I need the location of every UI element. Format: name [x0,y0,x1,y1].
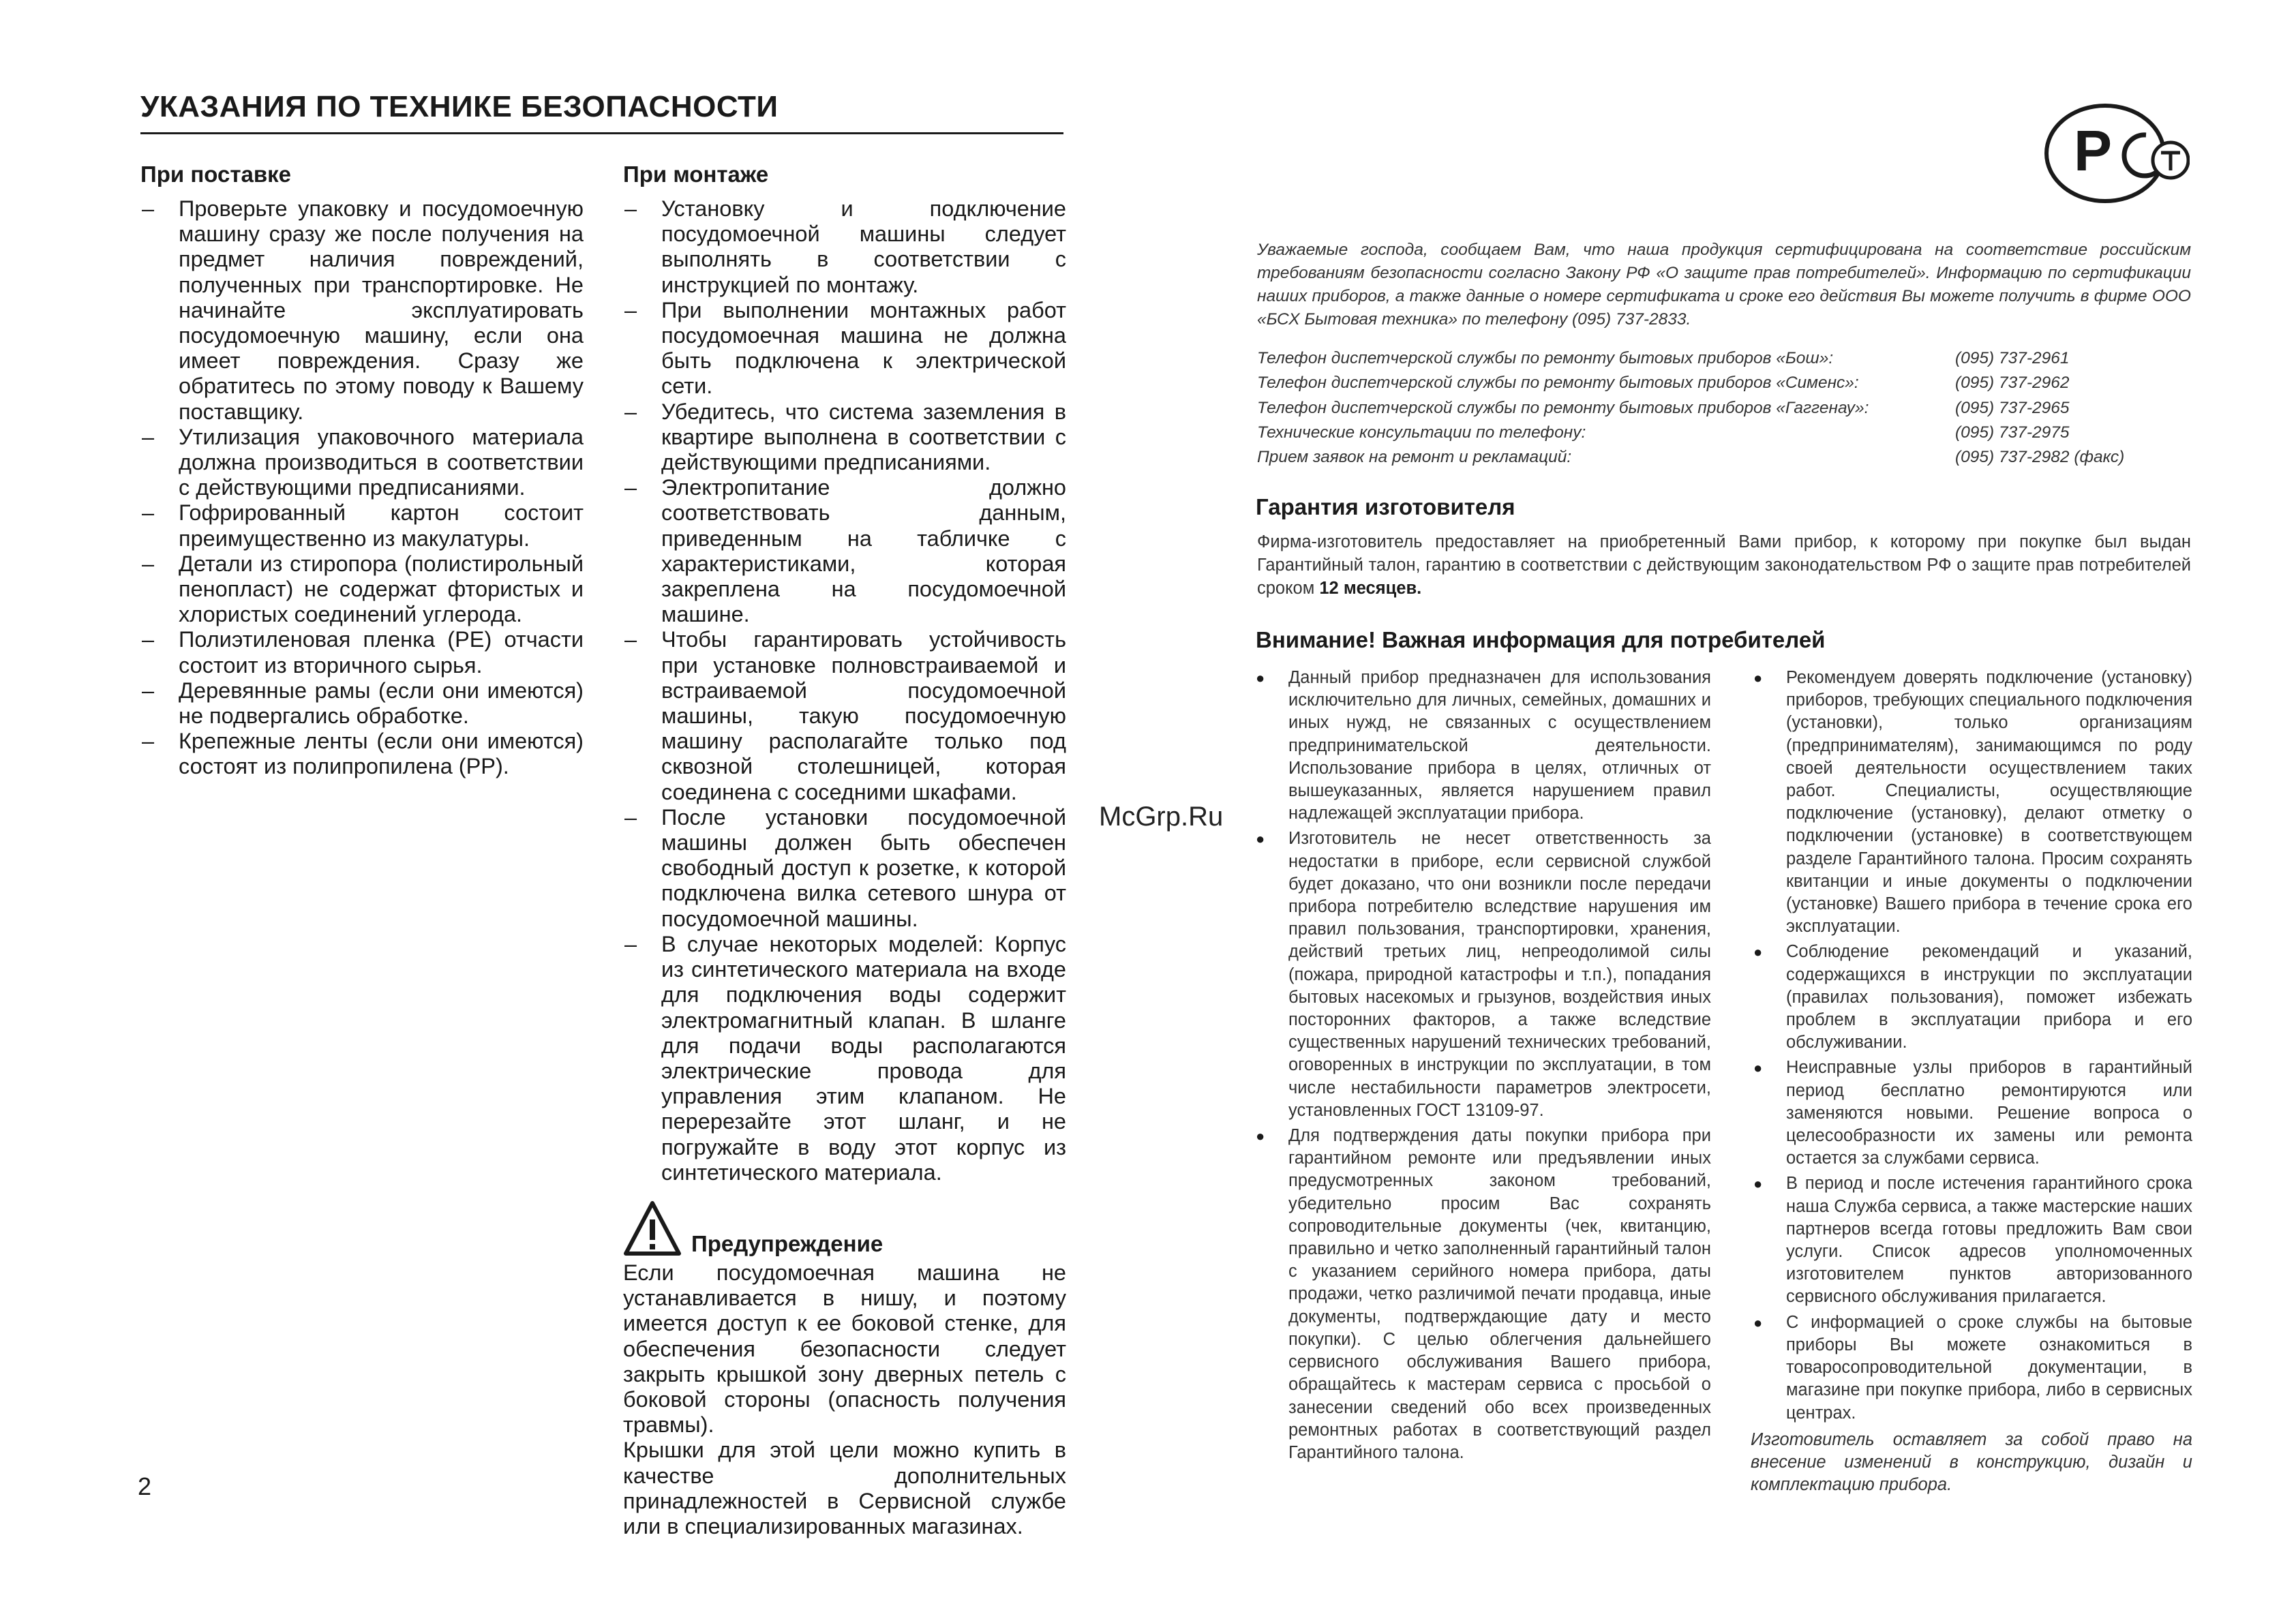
phone-label: Технические консультации по телефону: [1257,423,1586,442]
phone-number: (095) 737-2982 (факс) [1955,448,2125,467]
list-item: – Гофрированный картон состоит преимущественно из макулатуры. [140,500,584,551]
title-divider [140,132,1063,134]
guarantee-body: Фирма-изготовитель предоставляет на приобретенный Вами прибор, к которому при покупке был выдан Гарантийный талон, гарантию в соответствии с действующим законодательством РФ о защите прав потребителей сроком [1257,532,2191,598]
page-title: УКАЗАНИЯ ПО ТЕХНИКЕ БЕЗОПАСНОСТИ [140,90,779,123]
list-item: – Утилизация упаковочного материала должна производиться в соответствии с действующими предписаниями. [140,425,584,501]
guarantee-heading: Гарантия изготовителя [1256,494,1515,519]
certification-intro: Уважаемые господа, сообщаем Вам, что наша продукция сертифицирована на соответствие российским требованиям безопасности согласно Закону РФ «О защите прав потребителей». Информацию по сертификации наших приборов, а также данные о номере сертификата и сроке его действия Вы можете получить в фирме ООО «БСХ Бытовая техника» по телефону (095) 737-2833. [1257,241,2191,329]
phone-number: (095) 737-2961 [1955,349,2070,367]
list-item: ● В период и после истечения гарантийного срока наша Служба сервиса, а также мастерские наших партнеров всегда готовы предложить Вам свои услуги. Список адресов уполномоченных изготовителем пунктов авторизованного сервисного обслуживания прилагается. [1751,1172,2192,1308]
list-item: – При выполнении монтажных работ посудомоечная машина не должна быть подключена к электрической сети. [623,298,1066,399]
phone-row [1257,396,2191,421]
closing-note: Изготовитель оставляет за собой право на внесение изменений в конструкцию, дизайн и комплектацию прибора. [1751,1429,2192,1495]
installation-heading: При монтаже [623,162,769,187]
guarantee-term: 12 месяцев. [1319,579,1422,598]
watermark: McGrp.Ru [1099,802,1224,832]
list-item: – Деревянные рамы (если они имеются) не подвергались обработке. [140,678,584,729]
phone-number: (095) 737-2962 [1955,374,2070,393]
installation-list [623,196,1066,1185]
list-item: – Крепежные ленты (если они имеются) состоят из полипропилена (РР). [140,729,584,779]
attention-right-list [1751,667,2192,1425]
warning-header [623,1199,1066,1258]
list-item: ● Неисправные узлы приборов в гарантийный период бесплатно ремонтируются или заменяются новыми. Решение вопроса о целесообразности их замены или ремонта остается за службами сервиса. [1751,1057,2192,1170]
attention-left-column [1253,667,1711,1467]
delivery-heading: При поставке [140,162,292,187]
delivery-section [140,161,584,780]
phone-row [1257,371,2191,395]
list-item: – Полиэтиленовая пленка (РЕ) отчасти состоит из вторичного сырья. [140,627,584,678]
list-item: ● С информацией о сроке службы на бытовые приборы Вы можете ознакомиться в товаросопроводительной документации, в магазине при покупке прибора, либо в сервисных центрах. [1751,1311,2192,1425]
rst-certification-logo [2044,102,2190,204]
phone-label: Телефон диспетчерской службы по ремонту бытовых приборов «Гаггенау»: [1257,398,1869,417]
warning-title: Предупреждение [691,1230,883,1256]
list-item: – Детали из стиропора (полистирольный пенопласт) не содержат фтористых и хлористых соединений углерода. [140,551,584,628]
guarantee-text [1257,530,2191,600]
phone-row [1257,421,2191,445]
installation-section [623,161,1066,1539]
list-item: ● Рекомендуем доверять подключение (установку) приборов, требующих специального подключения (установки), только организациям (предпринимателям), занимающимся по роду своей деятельности осуществлением таких работ. Специалисты, осуществляющие подключение (установку), делают отметку о подключении (установке) в соответствующем разделе Гарантийного талона. Просим сохранять квитанции и иные документы о подключении (установке) Вашего прибора в течение срока его эксплуатации. [1751,667,2192,938]
delivery-list [140,196,584,780]
list-item: ● Соблюдение рекомендаций и указаний, содержащихся в инструкции по эксплуатации (правилах пользования), поможет избежать проблем в эксплуатации прибора и его обслуживании. [1751,941,2192,1054]
list-item: – После установки посудомоечной машины должен быть обеспечен свободный доступ к розетке, к которой подключена вилка сетевого шнура от посудомоечной машины. [623,805,1066,932]
warning-paragraph: Крышки для этой цели можно купить в качестве дополнительных принадлежностей в Сервисной службе или в специализированных магазинах. [623,1438,1066,1538]
list-item: – Чтобы гарантировать устойчивость при установке полновстраиваемой и встраиваемой посудомоечной машины, такую посудомоечную машину располагайте только под сквозной столешницей, которая соединена с соседними шкафами. [623,627,1066,804]
phone-row [1257,445,2191,470]
page-number: 2 [138,1472,152,1500]
list-item: – Проверьте упаковку и посудомоечную машину сразу же после получения на предмет наличия повреждений, полученных при транспортировке. Не начинайте эксплуатировать посудомоечную машину, если она имеет повреждения. Сразу же обратитесь по этому поводу к Вашему поставщику. [140,196,584,425]
list-item: – Электропитание должно соответствовать данным, приведенным на табличке с характеристиками, которая закреплена на посудомоечной машине. [623,475,1066,627]
list-item: – Убедитесь, что система заземления в квартире выполнена в соответствии с действующими предписаниями. [623,399,1066,476]
phone-label: Телефон диспетчерской службы по ремонту бытовых приборов «Сименс»: [1257,374,1859,393]
phone-list [1257,346,2191,470]
warning-triangle-icon [623,1199,682,1258]
phone-label: Прием заявок на ремонт и рекламаций: [1257,448,1572,467]
svg-text:Р: Р [2073,119,2113,183]
list-item: ● Данный прибор предназначен для использования исключительно для личных, семейных, домашних и иных нужд, не связанных с осуществлением предпринимательской деятельности. Использование прибора в целях, отличных от вышеуказанных, является нарушением правил надлежащей эксплуатации прибора. [1253,667,1711,825]
attention-left-list [1253,667,1711,1464]
attention-right-column [1751,667,2192,1496]
list-item: ● Для подтверждения даты покупки прибора при гарантийном ремонте или предъявлении иных предусмотренных законом требований, убедительно просим Вас сохранять сопроводительные документы (чек, квитанцию, правильно и четко заполненный гарантийный талон с указанием серийного номера прибора, даты продажи, четко различимой печати продавца, иные документы, подтверждающие дату и место покупки). С целью облегчения дальнейшего сервисного обслуживания Вашего прибора, обращайтесь к мастерам сервиса с просьбой о занесении сведений обо всех произведенных ремонтных работах в соответствующий раздел Гарантийного талона. [1253,1125,1711,1464]
list-item: – В случае некоторых моделей: Корпус из синтетического материала на входе для подключения воды содержит электромагнитный клапан. В шланге для подачи воды располагаются электрические провода для управления этим клапаном. Не перерезайте этот шланг, и не погружайте в воду этот корпус из синтетического материала. [623,932,1066,1185]
phone-label: Телефон диспетчерской службы по ремонту бытовых приборов «Бош»: [1257,349,1834,367]
warning-body [623,1260,1066,1539]
list-item: – Установку и подключение посудомоечной машины следует выполнять в соответствии с инструкцией по монтажу. [623,196,1066,298]
phone-row [1257,346,2191,371]
attention-heading: Внимание! Важная информация для потребителей [1256,627,1826,652]
warning-paragraph: Если посудомоечная машина не устанавливается в нишу, и поэтому имеется доступ к ее боковой стенке, для обеспечения безопасности следует закрыть крышкой зону дверных петель с боковой стороны (опасность получения травмы). [623,1260,1066,1438]
list-item: ● Изготовитель не несет ответственность за недостатки в приборе, если сервисной службой будет доказано, что они возникли после передачи прибора потребителю вследствие нарушения им правил пользования, транспортировки, хранения, действий третьих лиц, непреодолимой силы (пожара, природной катастрофы и т.п.), попадания бытовых насекомых и грызунов, воздействия иных посторонних факторов, а также вследствие существенных нарушений технических требований, оговоренных в инструкции по эксплуатации, в том числе нестабильности параметров электросети, установленных ГОСТ 13109-97. [1253,828,1711,1122]
phone-number: (095) 737-2975 [1955,423,2070,442]
phone-number: (095) 737-2965 [1955,398,2070,417]
